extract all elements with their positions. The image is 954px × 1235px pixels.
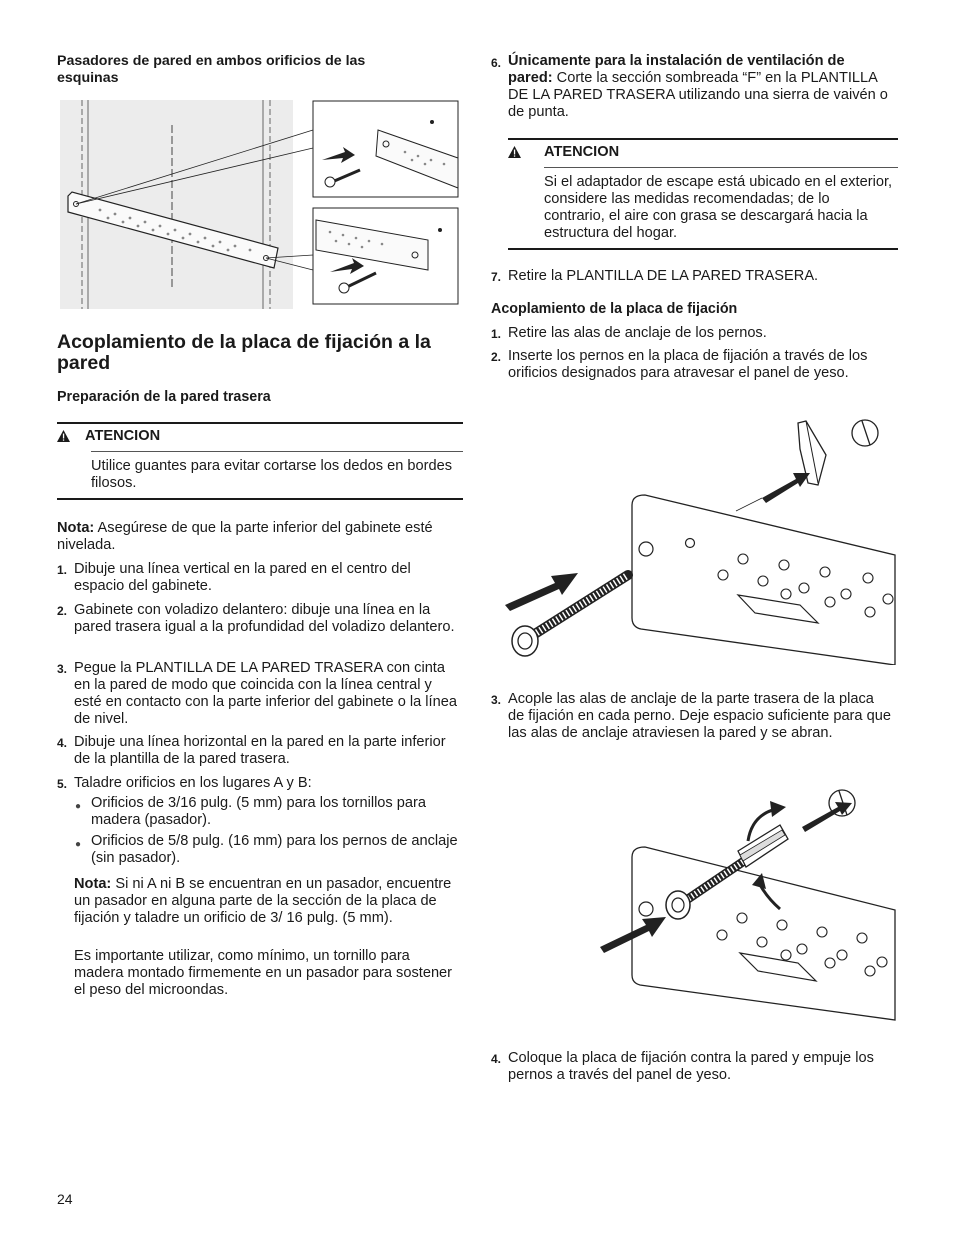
- subsection-attach-title: Acoplamiento de la placa de fijación: [491, 301, 738, 317]
- anchor-wings-illustration: [590, 785, 900, 1025]
- important-text: Es importante utilizar, como mínimo, un tornillo para madera montado firmemente en un pasador para sostener el peso del microondas.: [74, 948, 453, 998]
- wall-studs-illustration: [60, 100, 460, 312]
- prep-step-4-text: Dibuje una línea horizontal en la pared en la parte inferior de la plantilla de la pared trasera.: [74, 734, 446, 767]
- warning-right-title: ATENCION: [544, 144, 620, 160]
- warning-right-divider: [544, 167, 898, 168]
- warning-left-text: Utilice guantes para evitar cortarse los dedos en bordes filosos.: [91, 458, 452, 491]
- figure-caption: Pasadores de pared en ambos orificios de las esquinas: [57, 53, 366, 86]
- prep-step-1-number: 1.: [57, 563, 68, 577]
- attach-step-1-text: Retire las alas de anclaje de los pernos.: [508, 325, 767, 341]
- attach-step-4-number: 4.: [491, 1052, 502, 1066]
- warning-left-header: [57, 428, 463, 445]
- step-7-text: Retire la PLANTILLA DE LA PARED TRASERA.: [508, 268, 819, 284]
- bullet-dot: ●: [75, 801, 82, 812]
- warning-triangle-icon: [57, 428, 85, 445]
- prep-step-3-number: 3.: [57, 662, 68, 676]
- prep-step-2-text: Gabinete con voladizo delantero: dibuje una línea en la pared trasera igual a la profundidad del voladizo delantero.: [74, 602, 455, 635]
- subsection-prep-title: Preparación de la pared trasera: [57, 389, 271, 405]
- drill-bullet-2: Orificios de 5/8 pulg. (16 mm) para los pernos de anclaje (sin pasador).: [91, 833, 458, 866]
- note-level: [57, 520, 457, 554]
- section-title: Acoplamiento de la placa de fijación a la pared: [57, 331, 431, 374]
- prep-step-1-text: Dibuje una línea vertical en la pared en el centro del espacio del gabinete.: [74, 561, 411, 594]
- attach-step-3-text: Acople las alas de anclaje de la parte trasera de la placa de fijación en cada perno. Deje espacio suficiente para que las alas de anclaje atraviesen la pared y se abran.: [508, 691, 891, 741]
- warning-right-header: [508, 144, 898, 161]
- attach-step-2-text: Inserte los pernos en la placa de fijación a través de los orificios designados para atravesar el panel de yeso.: [508, 348, 868, 381]
- attach-step-2-number: 2.: [491, 350, 502, 364]
- bullet-dot: ●: [75, 839, 82, 850]
- warning-bottom-rule: [57, 498, 463, 500]
- prep-step-2-number: 2.: [57, 604, 68, 618]
- step-6-number: 6.: [491, 56, 502, 70]
- step-7-number: 7.: [491, 270, 502, 284]
- warning-left-divider: [91, 451, 463, 452]
- step-6: [508, 53, 893, 121]
- note-level-text: Asegúrese de que la parte inferior del gabinete esté nivelada.: [57, 520, 433, 553]
- note-level-label: Nota:: [57, 520, 95, 536]
- page-number: 24: [57, 1191, 73, 1207]
- warning-top-rule: [57, 422, 463, 424]
- warning-right-top-rule: [508, 138, 898, 140]
- attach-step-3-number: 3.: [491, 693, 502, 707]
- drill-bullet-1: Orificios de 3/16 pulg. (5 mm) para los tornillos para madera (pasador).: [91, 795, 426, 828]
- prep-step-5-text: Taladre orificios en los lugares A y B:: [74, 775, 312, 791]
- bolt-insertion-illustration: [500, 415, 900, 665]
- step-6-text: Corte la sección sombreada “F” en la PLANTILLA DE LA PARED TRASERA utilizando una sierra de vaivén o de punta.: [508, 70, 888, 120]
- warning-triangle-icon: [508, 144, 544, 161]
- note-stud-text: Si ni A ni B se encuentran en un pasador, encuentre un pasador en alguna parte de la sección de la placa de fijación y taladre un orificio de 3/ 16 pulg. (5 mm).: [74, 876, 452, 926]
- attach-step-4-text: Coloque la placa de fijación contra la pared y empuje los pernos a través del panel de yeso.: [508, 1050, 874, 1083]
- note-stud-label: Nota:: [74, 876, 112, 892]
- step-6-bold: Únicamente para la instalación de ventilación de pared:: [508, 53, 845, 86]
- warning-left-title: ATENCION: [85, 428, 161, 444]
- prep-step-4-number: 4.: [57, 736, 68, 750]
- prep-step-5-number: 5.: [57, 777, 68, 791]
- attach-step-1-number: 1.: [491, 327, 502, 341]
- note-stud: [74, 876, 458, 927]
- warning-right-text: Si el adaptador de escape está ubicado en el exterior, considere las medidas recomendadas; de lo contrario, el aire con grasa se descargará hacia la estructura del hogar.: [544, 174, 893, 241]
- prep-step-3-text: Pegue la PLANTILLA DE LA PARED TRASERA con cinta en la pared de modo que coincida con la línea central y esté en contacto con la parte inferior del gabinete o la línea de nivel.: [74, 660, 457, 727]
- warning-right-bottom-rule: [508, 248, 898, 250]
